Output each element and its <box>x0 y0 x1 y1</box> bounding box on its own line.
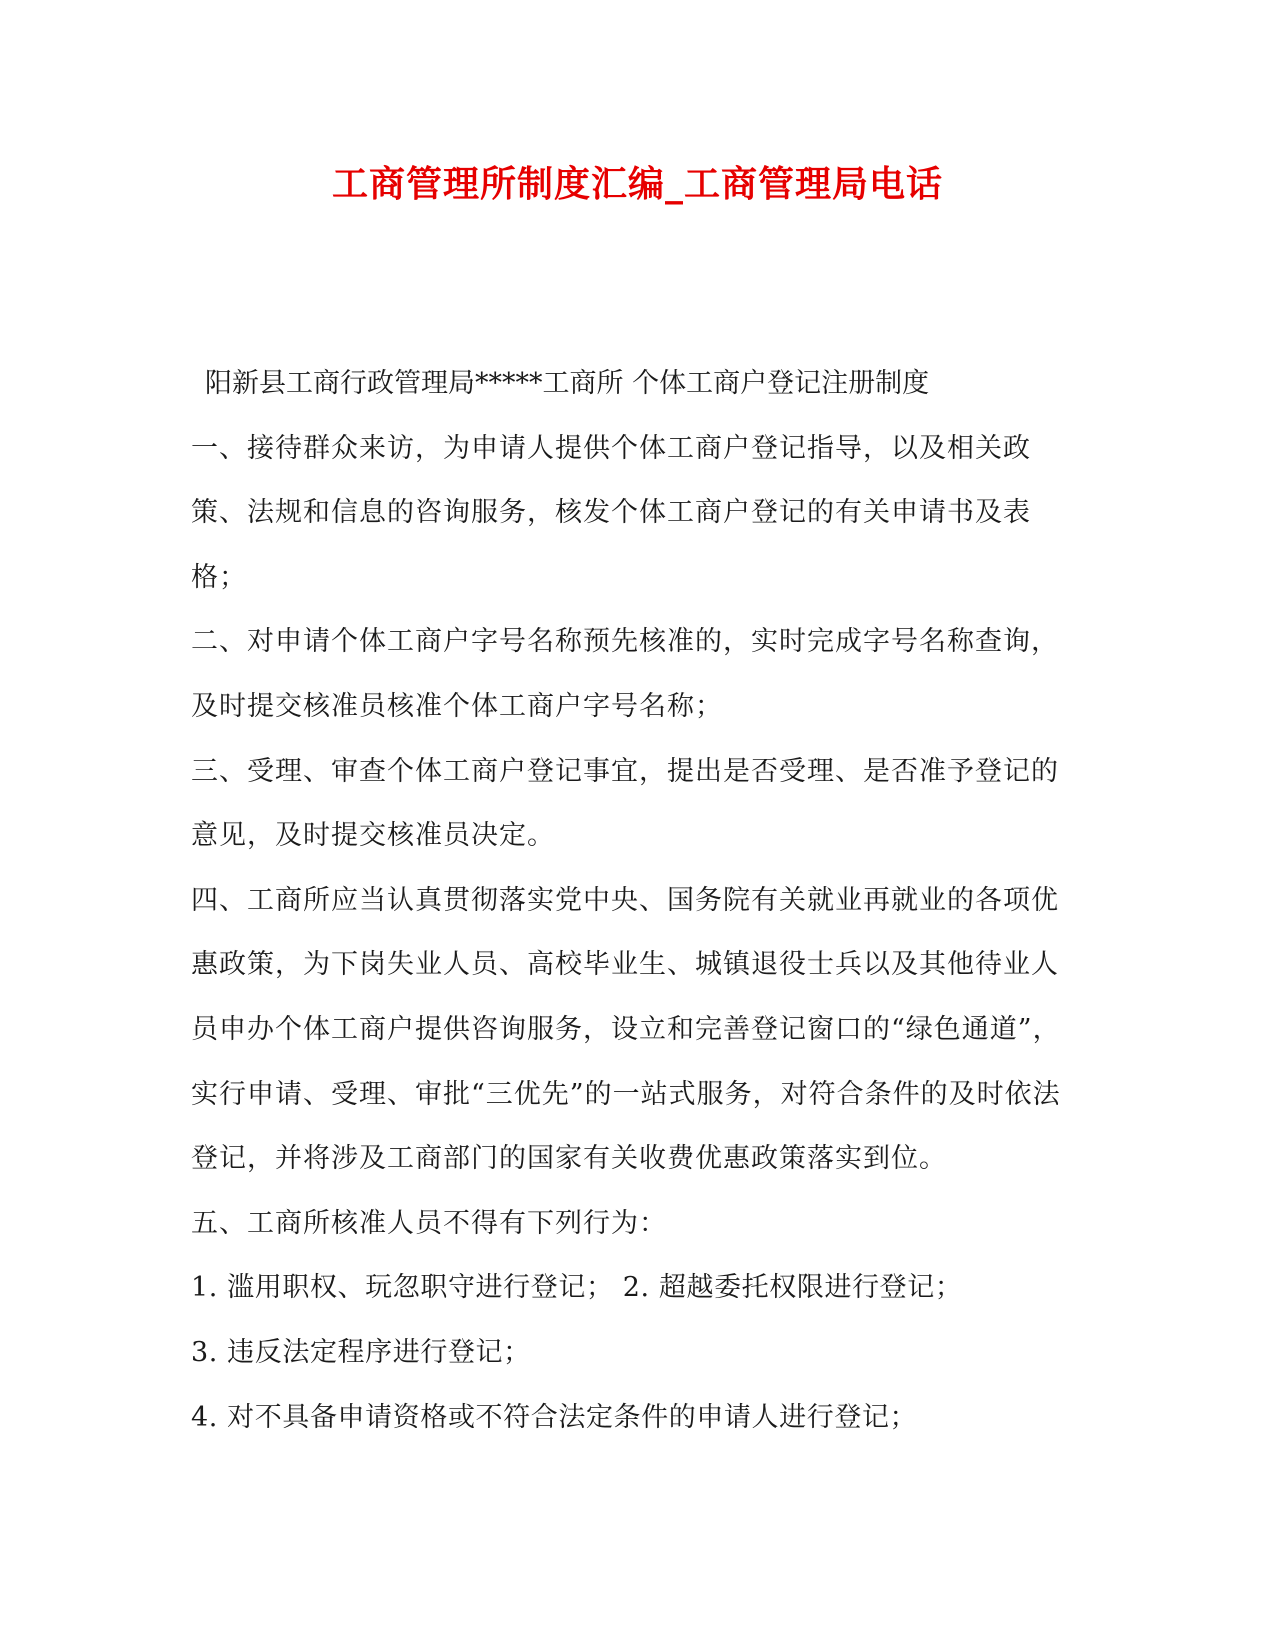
document-body <box>191 352 1071 1450</box>
document-title: 工商管理所制度汇编_工商管理局电话 <box>331 163 943 205</box>
list-item-4: 4. 对不具备申请资格或不符合法定条件的申请人进行登记； <box>191 1401 918 1433</box>
paragraph-item-4: 四、工商所应当认真贯彻落实党中央、国务院有关就业再就业的各项优惠政策，为下岗失业人员、高校毕业生、城镇退役士兵以及其他待业人员申办个体工商户提供咨询服务，设立和完善登记窗口的“绿色通道”，实行申请、受理、审批“三优先”的一站式服务，对符合条件的及时依法登记，并将涉及工商部门的国家有关收费优惠政策落实到位。 <box>191 884 1061 1175</box>
paragraph-item-3: 三、受理、审查个体工商户登记事宜，提出是否受理、是否准予登记的意见，及时提交核准员决定。 <box>191 755 1059 852</box>
paragraph-item-5: 五、工商所核准人员不得有下列行为： <box>191 1207 667 1239</box>
list-item-1-2: 1. 滥用职权、玩忽职守进行登记； 2. 超越委托权限进行登记； <box>191 1272 963 1304</box>
document-subtitle: 阳新县工商行政管理局*****工商所 个体工商户登记注册制度 <box>205 368 930 399</box>
paragraph-item-1: 一、接待群众来访，为申请人提供个体工商户登记指导，以及相关政策、法规和信息的咨询服务，核发个体工商户登记的有关申请书及表格； <box>191 432 1031 593</box>
list-item-3: 3. 违反法定程序进行登记； <box>191 1336 531 1368</box>
paragraph-item-2: 二、对申请个体工商户字号名称预先核准的，实时完成字号名称查询，及时提交核准员核准个体工商户字号名称； <box>191 626 1059 722</box>
